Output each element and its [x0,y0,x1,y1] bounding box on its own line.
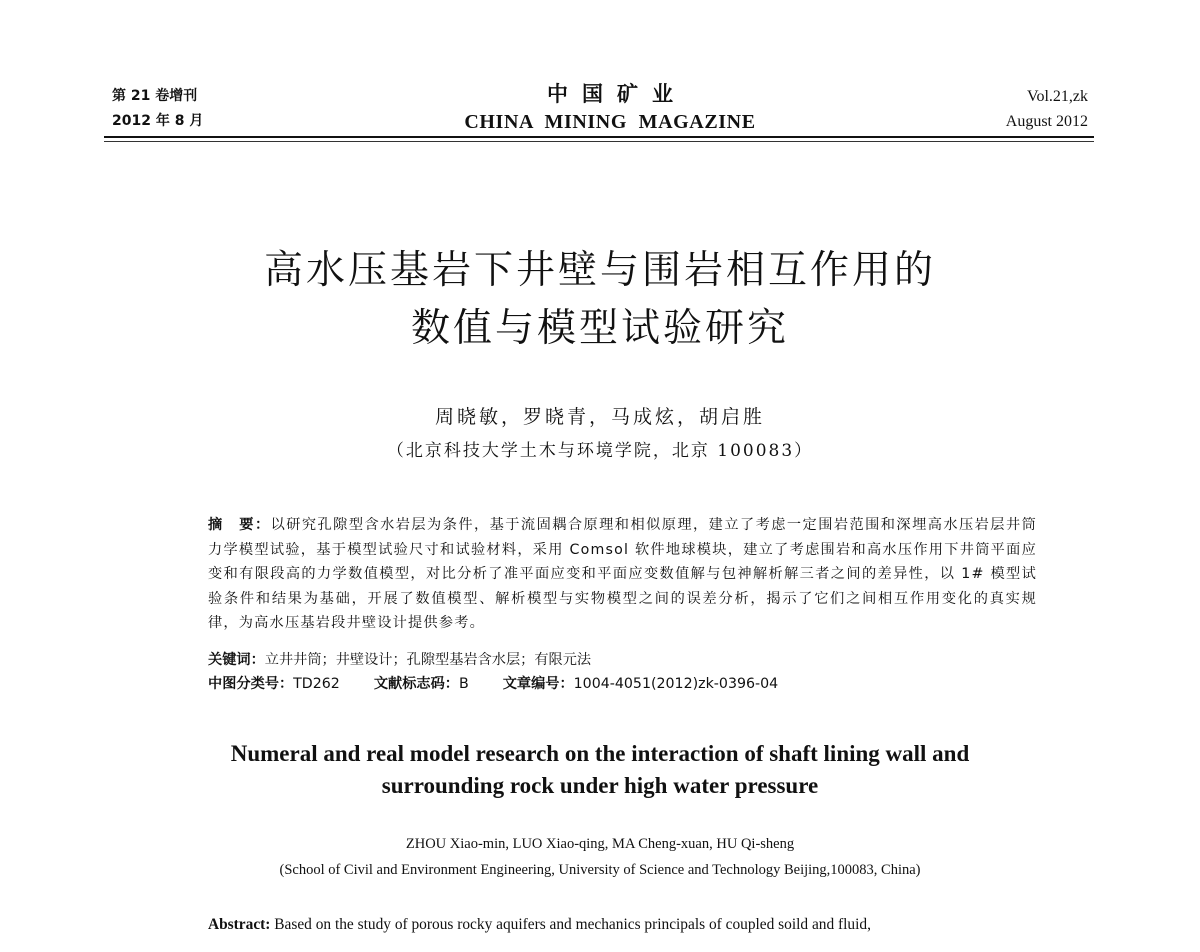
keywords-cn [208,648,591,673]
paper-title-cn [150,242,1050,358]
title-cn-line-2: 数值与模型试验研究 [410,306,789,351]
authors-cn: 周晓敏，罗晓青，马成炫，胡启胜 [434,406,765,428]
clc-label: 中图分类号： [208,676,294,692]
running-header-left [112,84,203,134]
keywords-cn-label: 关键词： [208,652,265,668]
journal-name-en: CHINA MINING MAGAZINE [464,111,756,133]
classification-line [208,672,778,697]
affiliation-en: (School of Civil and Environment Engineering, University of Science and Technology Beijing,100083, China) [279,862,921,878]
issue-label: 第 21 卷增刊 [112,88,198,104]
paper-title-en [150,738,1050,802]
abstract-en [165,912,1037,937]
title-cn-line-1: 高水压基岩下井壁与围岩相互作用的 [263,248,936,293]
article-no-label: 文章编号： [502,676,574,692]
affiliation-cn: （北京科技大学土木与环境学院，北京 100083） [386,441,814,461]
journal-masthead [400,80,820,136]
abstract-en-text: Based on the study of porous rocky aquifers and mechanics principals of coupled soild and fluid, [274,916,871,933]
authors-en: ZHOU Xiao-min, LUO Xiao-qing, MA Cheng-xuan, HU Qi-sheng [405,836,795,852]
abstract-cn-label: 摘 要： [208,517,271,533]
issue-date-cn: 2012 年 8 月 [112,113,204,129]
volume-label: Vol.21,zk [1026,88,1088,105]
running-header-right [1006,84,1088,134]
abstract-cn-text: 以研究孔隙型含水岩层为条件，基于流固耦合原理和相似原理，建立了考虑一定围岩范围和深埋高水压岩层井筒力学模型试验，基于模型试验尺寸和试验材料，采用 Comsol 软件地球模块，建立了考虑围岩和高水压作用下井筒平面应变和有限段高的力学数值模型，对比分析了准平面应变和平面应变数值解与包神解析解三者之间的差异性，以 1# 模型试验条件和结果为基础，开展了数值模型、解析模型与实物模型之间的误差分析，揭示了它们之间相互作用变化的真实规律，为高水压基岩段井壁设计提供参考。 [208,517,1037,632]
doc-code-label: 文献标志码： [373,676,459,692]
abstract-cn [165,513,1037,636]
abstract-cn-paragraph [165,513,1037,636]
issue-date-en: August 2012 [1005,113,1088,130]
title-en-line-2: surrounding rock under high water pressure [381,773,819,798]
doc-code-value: B [458,676,469,692]
keywords-cn-text: 立井井筒；井壁设计；孔隙型基岩含水层；有限元法 [264,652,592,668]
journal-name-cn: 中国矿业 [547,82,687,106]
clc-value: TD262 [293,676,340,692]
article-no-value: 1004-4051(2012)zk-0396-04 [573,676,779,692]
abstract-en-label: Abstract: [208,916,271,933]
title-en-line-1: Numeral and real model research on the interaction of shaft lining wall and [230,741,970,766]
header-rule-thin [104,141,1094,142]
header-rule-thick [104,136,1094,138]
